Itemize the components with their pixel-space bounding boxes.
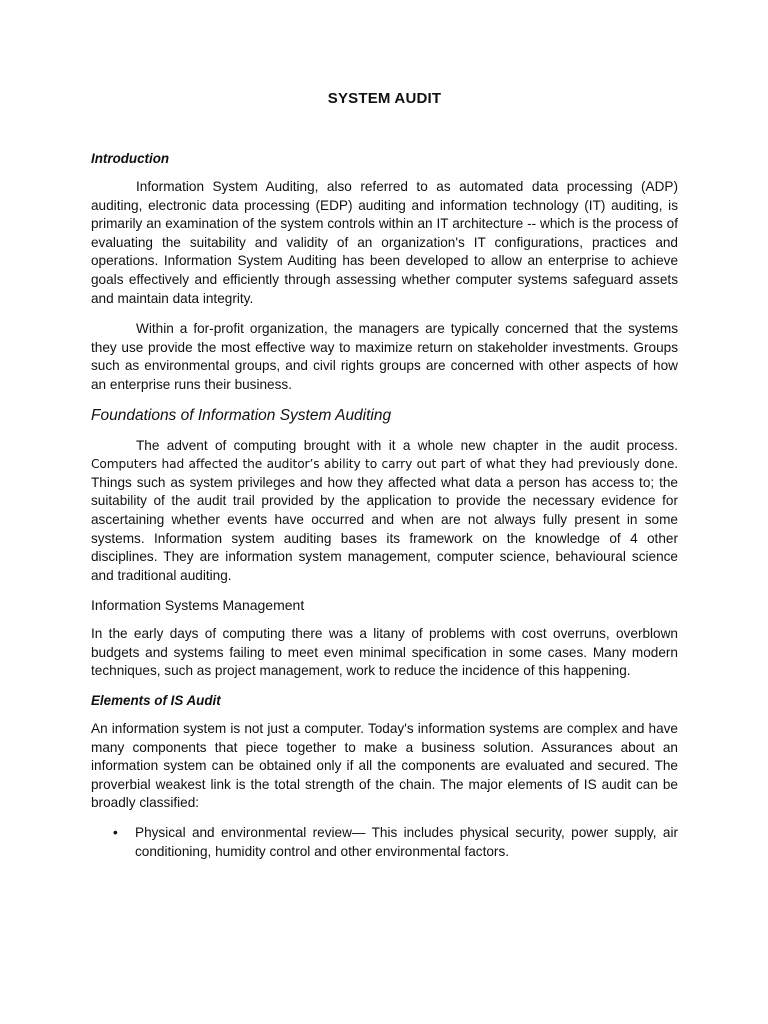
heading-elements-of-is-audit: Elements of IS Audit xyxy=(91,693,221,709)
introduction-paragraph-1: Information System Auditing, also referred to as automated data processing (ADP) auditing, electronic data processing (EDP) auditing and information technology (IT) auditing, is primarily an examination of the system controls within an IT architecture -- which is the process of evaluating the suitability and validity of an organization's IT configurations, practices and operations. Information System Auditing has been developed to allow an enterprise to achieve goals effectively and efficiently through assessing whether computer systems safeguard assets and maintain data integrity. xyxy=(91,179,678,306)
elements-bullet-list xyxy=(91,824,678,861)
heading-foundations: Foundations of Information System Auditing xyxy=(91,406,392,424)
list-item xyxy=(91,824,678,861)
foundations-text-part-1: The advent of computing brought with it a whole new chapter in the audit process. xyxy=(136,437,678,453)
document-content xyxy=(91,90,678,861)
bullet-marker: • xyxy=(113,825,118,841)
heading-introduction: Introduction xyxy=(91,151,170,166)
elements-paragraph: An information system is not just a computer. Today's information systems are complex and have many components that piece together to make a business solution. Assurances about an information system can be obtained only if all the components are evaluated and secured. The proverbial weakest link is the total strength of the chain. The major elements of IS audit can be broadly classified: xyxy=(91,721,678,811)
introduction-paragraph-2: Within a for-profit organization, the managers are typically concerned that the systems they use provide the most effective way to maximize return on stakeholder investments. Groups such as environmental groups, and civil rights groups are concerned with other aspects of how an enterprise runs their business. xyxy=(91,321,678,392)
ism-paragraph: In the early days of computing there was a litany of problems with cost overruns, overblown budgets and systems failing to meet even minimal specification in some cases. Many modern techniques, such as project management, work to reduce the incidence of this happening. xyxy=(91,626,678,679)
list-item-text: Physical and environmental review— This includes physical security, power supply, air conditioning, humidity control and other environmental factors. xyxy=(135,825,678,859)
document-title: SYSTEM AUDIT xyxy=(327,90,442,107)
heading-information-systems-management: Information Systems Management xyxy=(91,597,305,614)
foundations-text-part-2: Computers had affected the auditor’s ability to carry out part of what they had previously done. xyxy=(91,457,678,472)
foundations-paragraph xyxy=(91,437,678,586)
foundations-text-part-3: Things such as system privileges and how they affected what data a person has access to; the suitability of the audit trail provided by the application to provide the necessary evidence for ascertaining whether events have occurred and when are not always fully present in some systems. Information system auditing bases its framework on the knowledge of 4 other disciplines. They are information system management, computer science, behavioural science and traditional auditing. xyxy=(91,474,678,583)
